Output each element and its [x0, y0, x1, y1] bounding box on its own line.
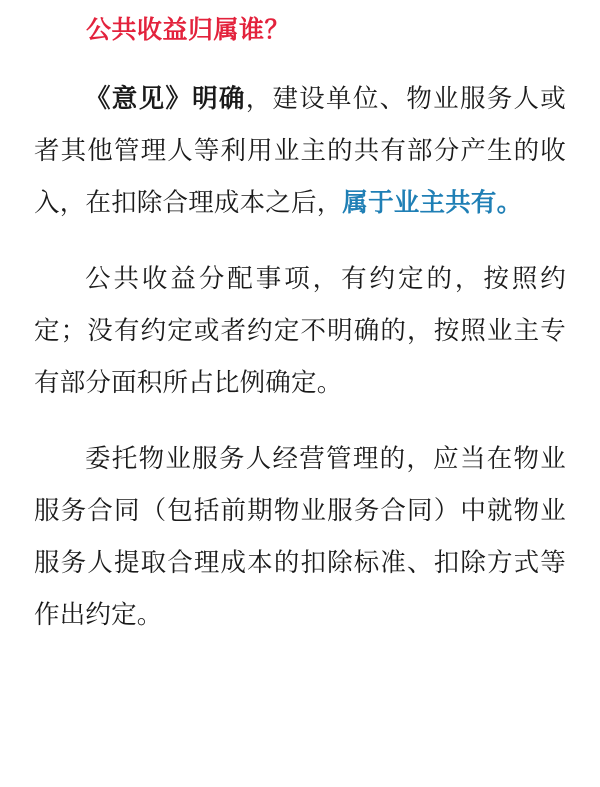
paragraph-1	[34, 73, 566, 229]
paragraph-2-segment-body: 公共收益分配事项，有约定的，按照约定；没有约定或者约定不明确的，按照业主专有部分面积所占比例确定。	[34, 264, 566, 397]
paragraph-2	[34, 253, 566, 409]
paragraph-1-segment-highlight: 属于业主共有。	[342, 188, 523, 217]
paragraph-3-segment-body: 委托物业服务人经营管理的，应当在物业服务合同（包括前期物业服务合同）中就物业服务人提取合理成本的扣除标准、扣除方式等作出约定。	[34, 444, 566, 629]
paragraph-3	[34, 433, 566, 641]
paragraph-1-segment-body: ，建设单位、物业服务人或者其他管理人等利用业主的共有部分产生的收入，在扣除合理成本之后，	[34, 84, 567, 217]
page-title: 公共收益归属谁？	[86, 16, 291, 44]
paragraph-1-segment-bold: 《意见》明确	[85, 84, 246, 113]
